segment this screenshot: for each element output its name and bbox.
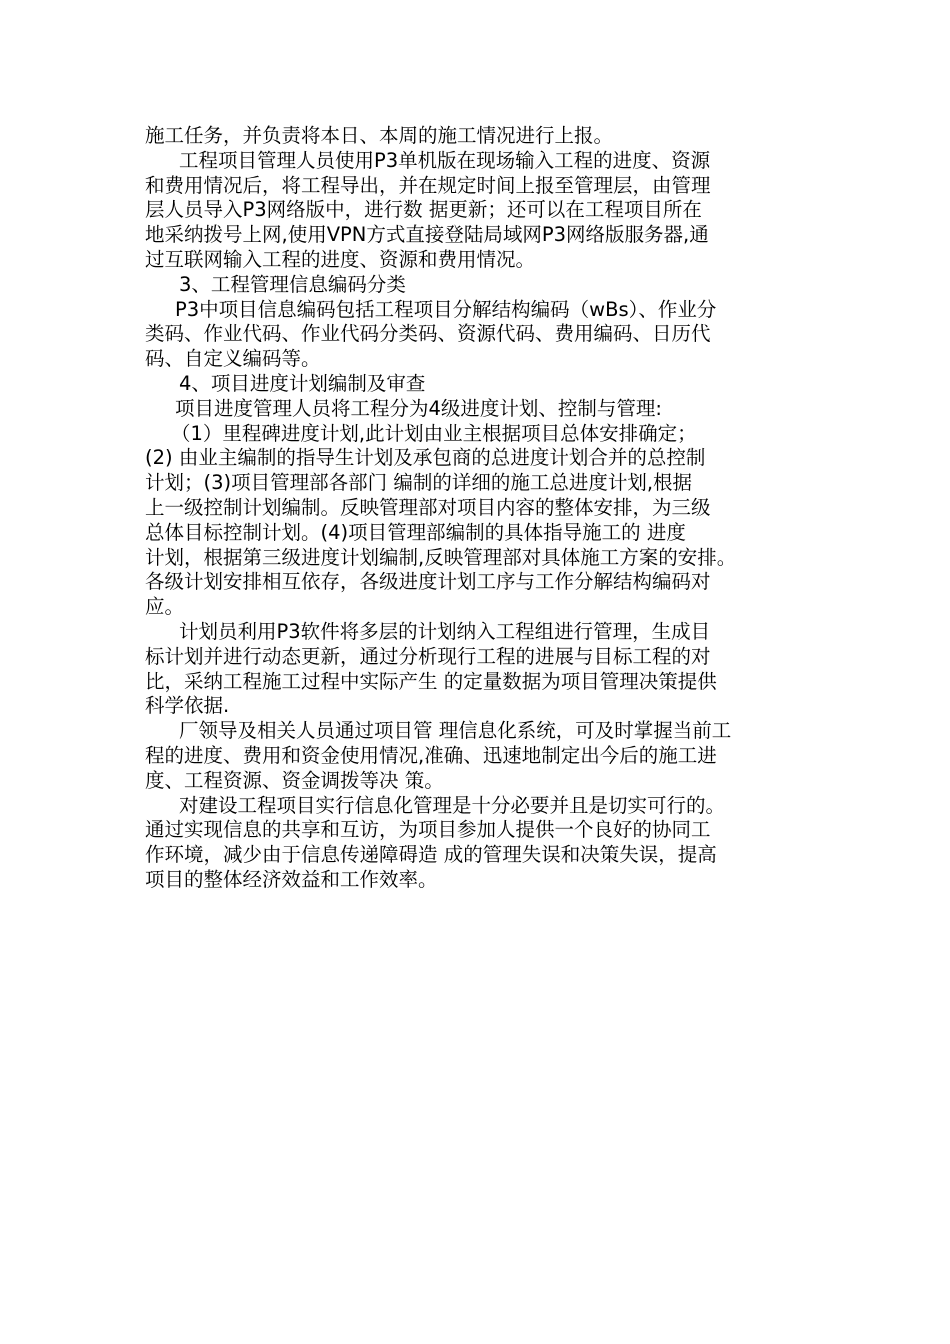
- text-line: 上一级控制计划编制。反映管理部对项目内容的整体安排，为三级: [145, 495, 711, 519]
- text-line: 计划，根据第三级进度计划编制,反映管理部对具体施工方案的安排。: [145, 545, 737, 569]
- text-line: 程的进度、费用和资金使用情况,准确、迅速地制定出今后的施工进: [145, 743, 717, 767]
- text-line: 过互联网输入工程的进度、资源和费用情况。: [145, 247, 536, 271]
- text-line: 项目的整体经济效益和工作效率。: [145, 867, 438, 891]
- text-line: 码、自定义编码等。: [145, 347, 321, 371]
- text-line: 计划；(3)项目管理部各部门 编制的详细的施工总进度计划,根据: [145, 471, 693, 495]
- text-line: (2) 由业主编制的指导生计划及承包商的总进度计划合并的总控制: [145, 446, 706, 470]
- text-line: （1）里程碑进度计划,此计划由业主根据项目总体安排确定；: [171, 421, 697, 445]
- text-line: 度、工程资源、资金调拨等决 策。: [145, 768, 444, 792]
- text-line: 工程项目管理人员使用P3单机版在现场输入工程的进度、资源: [179, 148, 711, 172]
- text-line: P3中项目信息编码包括工程项目分解结构编码（wBs）、作业分: [175, 297, 717, 321]
- text-line: 和费用情况后，将工程导出，并在规定时间上报至管理层，由管理: [145, 173, 711, 197]
- text-line: 对建设工程项目实行信息化管理是十分必要并且是切实可行的。: [179, 793, 726, 817]
- document-body: [145, 124, 810, 893]
- text-line: 各级计划安排相互依存，各级进度计划工序与工作分解结构编码对: [145, 570, 711, 594]
- text-line: 计划员利用P3软件将多层的计划纳入工程组进行管理，生成目: [179, 619, 711, 643]
- text-line: 类码、作业代码、作业代码分类码、资源代码、费用编码、日历代: [145, 322, 711, 346]
- text-line: 科学依据.: [145, 694, 230, 718]
- text-line: 项目进度管理人员将工程分为4级进度计划、控制与管理:: [175, 396, 662, 420]
- text-line: 作环境，减少由于信息传递障碍造 成的管理失误和决策失误，提高: [145, 843, 717, 867]
- text-line: 3、工程管理信息编码分类: [179, 272, 406, 296]
- text-line: 通过实现信息的共享和互访，为项目参加人提供一个良好的协同工: [145, 818, 711, 842]
- text-line: 厂领导及相关人员通过项目管 理信息化系统，可及时掌握当前工: [179, 719, 732, 743]
- text-line: 应。: [145, 595, 185, 619]
- text-line: 地采纳拨号上网,使用VPN方式直接登陆局域网P3网络版服务器,通: [145, 223, 709, 247]
- text-line: 层人员导入P3网络版中，进行数 据更新；还可以在工程项目所在: [145, 198, 702, 222]
- text-line: 标计划并进行动态更新，通过分析现行工程的进展与目标工程的对: [145, 644, 711, 668]
- text-line: 施工任务，并负责将本日、本周的施工情况进行上报。: [145, 124, 614, 147]
- text-line: 总体目标控制计划。(4)项目管理部编制的具体指导施工的 进度: [145, 520, 686, 544]
- text-line: 比，采纳工程施工过程中实际产生 的定量数据为项目管理决策提供: [145, 669, 717, 693]
- text-line: 4、项目进度计划编制及审查: [179, 371, 426, 395]
